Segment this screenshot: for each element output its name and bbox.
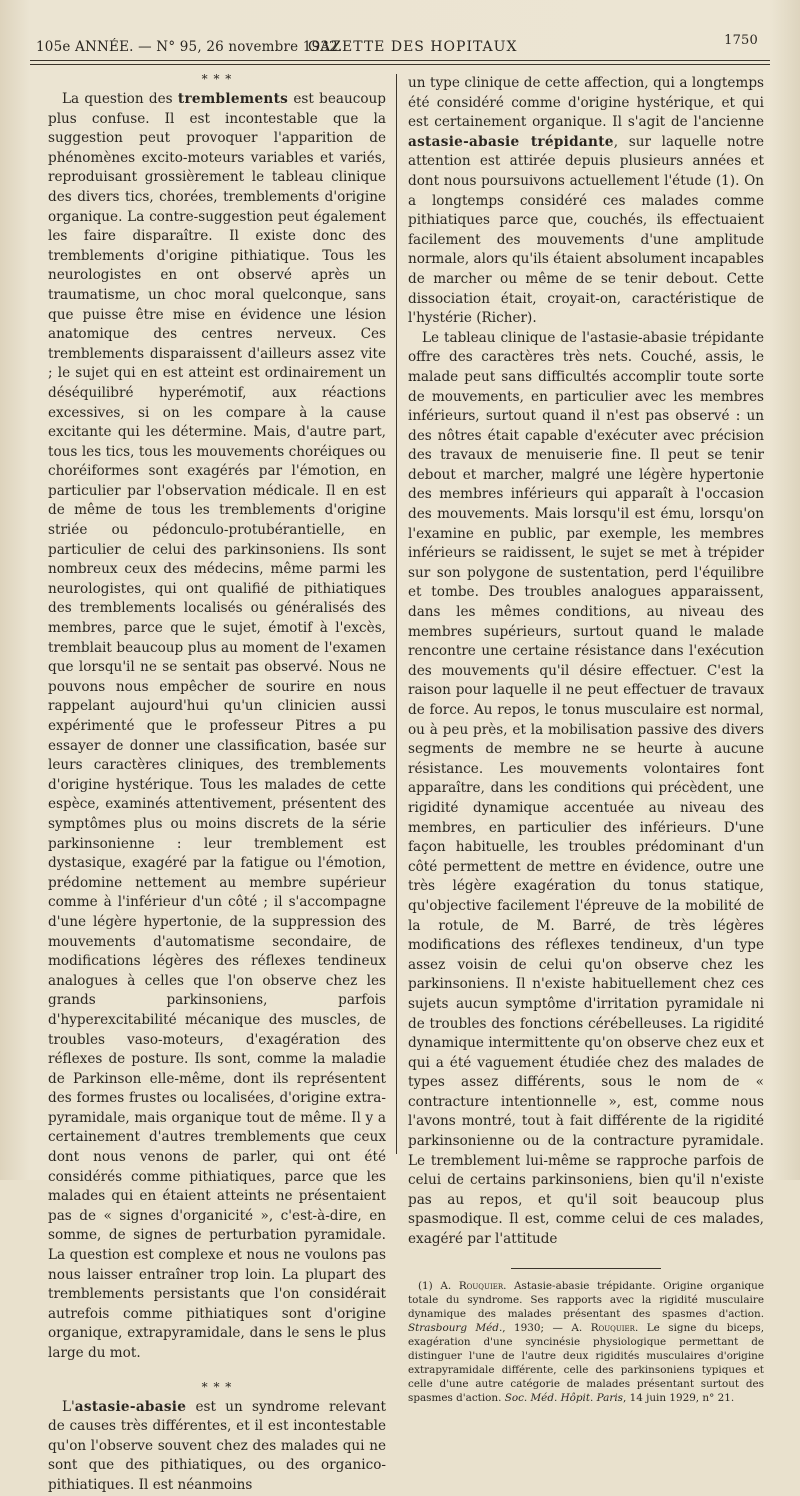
footnote-journal: Strasbourg Méd. [408, 1321, 503, 1334]
footnote [408, 1279, 764, 1405]
header-rule [30, 60, 770, 61]
footnote-text: , 1930; — A. [502, 1321, 591, 1334]
paragraph-text: L' [62, 1398, 75, 1415]
footnote-journal: Soc. Méd. Hôpit. Paris [504, 1391, 623, 1404]
issue-info: 105e ANNÉE. — N° 95, 26 novembre 1932. [36, 39, 343, 55]
paragraph-astasie [48, 1398, 386, 1496]
paragraph-text: , sur laquelle notre attention est attirée depuis plusieurs années et dont nous poursuivons actuellement l'étude (1). On a longtemps considéré ces malades comme pithiatiques parce que, couchés, ils effectuaient facilement des mouvements d'une amplitude normale, alors qu'ils étaient absolument incapables de marcher ou même de se tenir debout. Cette dissociation était, croyait-on, caractéristique de l'hystérie (Richer). [408, 133, 764, 327]
page-number: 1750 [724, 33, 758, 48]
page-header [36, 33, 764, 58]
paragraph-text: un type clinique de cette affection, qui a longtemps été considéré comme d'origine hystérique, et qui est certainement organique. Il s'agit de l'ancienne [408, 75, 764, 131]
right-column [408, 74, 764, 1405]
keyword-astasie-trepidante: astasie-abasie trépidante [408, 133, 614, 150]
keyword-tremblements: tremblements [177, 91, 289, 107]
footnote-marker: (1) A. [418, 1279, 459, 1292]
paragraph-text: est un syndrome relevant de causes très différentes, et il est incontestable qu'on l'observe souvent chez des malades qui ne sont que des pithiatiques, ou des organico-pithiatiques. Il est néanmoins [48, 1398, 386, 1493]
footnote-text: . Le signe du biceps, exagération d'une syncinésie physiologique permettant de distinguer l'une de l'autre deux rigidités musculaires d'origine extrapyramidale différente, celle des parkinsoniens typiques et celle d'une autre catégorie de malades présentant surtout des spasmes d'action. [408, 1321, 764, 1404]
section-separator: * * * [201, 72, 233, 86]
footnote-text: , 14 juin 1929, n° 21. [623, 1391, 735, 1404]
footnote-text: . Astasie-abasie trépidante. Origine organique totale du syndrome. Ses rapports avec la rigidité musculaire dynamique des malades présentant des spasmes d'action. [408, 1279, 765, 1320]
paragraph-tremblements [48, 90, 386, 1364]
footnote-author: Rouquier [458, 1279, 504, 1292]
journal-title: GAZETTE DES HOPITAUX [308, 39, 518, 55]
footnote-rule [511, 1268, 661, 1269]
section-separator: * * * [201, 1379, 233, 1394]
left-column [48, 74, 386, 1496]
paragraph-astasie-trepidante [408, 74, 764, 329]
paragraph-tableau-clinique: Le tableau clinique de l'astasie-abasie trépidante offre des caractères très nets. Couché, assis, le malade peut sans difficultés accomplir toute sorte de mouvements, en particulier avec les membres inférieurs, surtout quand il n'est pas observé : un des nôtres était capable d'exécuter avec précision des travaux de menuiserie fine. Il peut se tenir debout et marcher, malgré une légère hypertonie des membres inférieurs qui apparaît à l'occasion des mouvements. Mais lorsqu'il est ému, lorsqu'on l'examine en public, par exemple, les membres inférieurs se raidissent, le sujet se met à trépider sur son polygone de sustentation, perd l'équilibre et tombe. Des troubles analogues apparaissent, dans les mêmes conditions, au niveau des membres supérieurs, surtout quand le malade rencontre une certaine résistance dans l'exécution des mouvements qu'il désire effectuer. C'est la raison pour laquelle il ne peut effectuer de travaux de force. Au repos, le tonus musculaire est normal, ou à peu près, et la mobilisation passive des divers segments de membre ne se heurte à aucune résistance. Les mouvements volontaires font apparaître, dans les conditions qui précèdent, une rigidité dynamique accentuée au niveau des membres, en particulier des inférieurs. D'une façon habituelle, les troubles prédominant d'un côté permettent de mettre en évidence, outre une très légère exagération du tonus statique, qu'objective facilement l'épreuve de la mobilité de la rotule, de M. Barré, de très légères modifications des réflexes tendineux, d'un type assez voisin de celui qu'on observe chez les parkinsoniens. Il n'existe habituellement chez ces sujets aucun symptôme d'irritation pyramidale ni de troubles des fonctions cérébelleuses. La rigidité dynamique intermittente qu'on observe chez eux et qui a été vaguement étudiée chez des malades de types assez différents, sous le nom de « contracture intentionnelle », est, comme nous l'avons montré, tout à fait différente de la rigidité parkinsonienne ou de la contracture pyramidale. Le tremblement lui-même se rapproche parfois de celui de certains parkinsoniens, bien qu'il n'existe pas au repos, et qu'il soit beaucoup plus spasmodique. Il est, comme celui de ces malades, exagéré par l'attitude [408, 329, 764, 1248]
paragraph-text: La question des [62, 91, 178, 107]
paragraph-text: est beaucoup plus confuse. Il est incontestable que la suggestion peut provoquer l'apparition de phénomènes excito-moteurs variables et variés, reproduisant grossièrement le tableau clinique des divers tics, chorées, tremblements d'origine organique. La contre-suggestion peut également les faire disparaître. Il existe donc des tremblements d'origine pithiatique. Tous les neurologistes en ont observé après un traumatisme, un choc moral quelconque, sans que puisse être mise en évidence une lésion anatomique des centres nerveux. Ces tremblements disparaissent d'ailleurs assez vite ; le sujet qui en est atteint est ordinairement un déséquilibré hyperémotif, aux réactions excessives, si on les compare à la cause excitante qui les détermine. Mais, d'autre part, tous les tics, tous les mouvements choréiques ou choréiformes sont exagérés par l'émotion, en particulier par l'observation médicale. Il en est de même de tous les tremblements d'origine striée ou pédonculo-protubérantielle, en particulier de celui des parkinsoniens. Ils sont nombreux ceux des médecins, même parmi les neurologistes, qui ont qualifié de pithiatiques des tremblements localisés ou généralisés des membres, parce que le sujet, émotif à l'excès, tremblait beaucoup plus au moment de l'examen que lorsqu'il ne se sentait pas observé. Nous ne pouvons nous empêcher de sourire en nous rappelant aujourd'hui qu'un clinicien aussi expérimenté que le professeur Pitres a pu essayer de donner une classification, basée sur leurs caractères cliniques, des tremblements d'origine hystérique. Tous les malades de cette espèce, examinés attentivement, présentent des symptômes plus ou moins discrets de la série parkinsonienne : leur tremblement est dystasique, exagéré par la fatigue ou l'émotion, prédomine nettement au membre supérieur comme à l'inférieur d'un côté ; il s'accompagne d'une légère hypertonie, de la suppression des mouvements d'automatisme secondaire, de modifications légères des réflexes tendineux analogues à celles que l'on observe chez les grands parkinsoniens, parfois d'hyperexcitabilité mécanique des muscles, de troubles vaso-moteurs, d'exagération des réflexes de posture. Ils sont, comme la maladie de Parkinson elle-même, dont ils représentent des formes frustes ou localisées, d'origine extra-pyramidale, mais organique tout de même. Il y a certainement d'autres tremblements que ceux dont nous venons de parler, qui ont été considérés comme pithiatiques, parce que les malades qui en étaient atteints ne présentaient pas de « signes d'organicité », c'est-à-dire, en somme, de signes de perturbation pyramidale. La question est complexe et nous ne voulons pas nous laisser entraîner trop loin. La plupart des tremblements persistants que l'on considérait autrefois comme pithiatiques sont d'origine organique, extrapyramidale, dans le sens le plus large du mot. [48, 91, 386, 1361]
header-rule-thin [30, 64, 770, 65]
keyword-astasie-abasie: astasie-abasie [74, 1398, 187, 1415]
column-divider [396, 74, 397, 1154]
footnote-author: Rouquier [590, 1321, 635, 1334]
